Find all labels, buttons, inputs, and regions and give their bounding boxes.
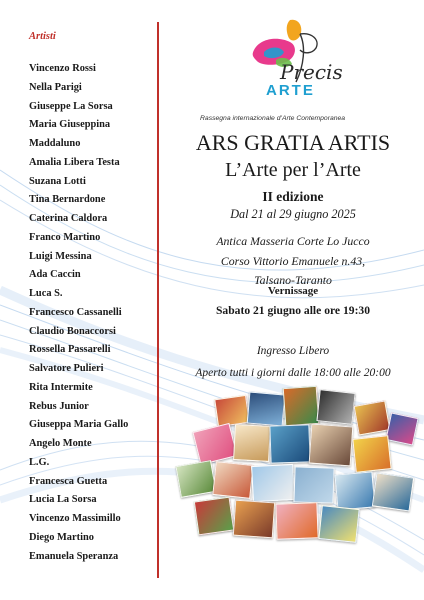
artist-name: Rebus Junior [29, 400, 89, 412]
artist-name: Suzana Lotti [29, 175, 86, 187]
artist-name: Vincenzo Massimillo [29, 513, 121, 524]
artists-heading: Artisti [29, 31, 56, 42]
artist-name: Luigi Messina [29, 250, 92, 262]
artist-name: Franco Martino [29, 231, 101, 243]
vernissage-datetime: Sabato 21 giugno alle ore 19:30 [215, 304, 371, 317]
artwork-thumbnail [354, 400, 391, 435]
artwork-thumbnail [247, 391, 286, 426]
artist-name: Francesca Guetta [29, 475, 108, 487]
artist-name: Tina Bernardone [29, 194, 106, 206]
artist-name: Giuseppe La Sorsa [29, 100, 113, 112]
event-subtitle: L’Arte per l’Arte [225, 159, 361, 181]
opening-hours: Aperto tutti i giorni dalle 18:00 alle 20:00 [195, 367, 391, 379]
artist-name: Rita Intermite [29, 381, 93, 393]
artwork-thumbnail [275, 502, 318, 539]
artist-name: Francesco Cassanelli [29, 306, 122, 318]
artist-name: Amalia Libera Testa [29, 156, 120, 168]
entry-info: Ingresso Libero [256, 345, 330, 357]
artwork-thumbnail [309, 424, 354, 467]
artwork-thumbnail [316, 389, 355, 425]
artwork-thumbnail [233, 424, 271, 462]
artwork-thumbnail [352, 435, 391, 473]
artwork-thumbnail [293, 466, 334, 503]
artist-name: Giuseppa Maria Gallo [29, 419, 129, 431]
artwork-thumbnail [212, 461, 253, 499]
venue-address: Corso Vittorio Emanuele n.43, [220, 253, 366, 268]
artist-name: Caterina Caldora [29, 213, 108, 224]
artist-name: L.G. [29, 456, 50, 468]
logo-tagline: Rassegna internazionale d’Arte Contemporanea [200, 115, 346, 122]
logo-precis-text: Precis [280, 60, 343, 84]
artwork-thumbnail [385, 412, 418, 445]
artwork-thumbnail [372, 473, 414, 512]
artist-name: Maria Giuseppina [29, 119, 111, 131]
artwork-thumbnail [335, 471, 376, 510]
artwork-thumbnail [251, 464, 295, 502]
artwork-thumbnail [283, 386, 320, 426]
red-divider-line [157, 22, 159, 578]
artist-name: Salvatore Pulieri [29, 363, 104, 374]
event-venue [168, 232, 418, 291]
venue-city: Talsano-Taranto [254, 273, 332, 287]
artwork-thumbnail [175, 460, 216, 498]
artist-list [29, 60, 154, 566]
artist-name: Nella Parigi [29, 81, 82, 93]
artwork-thumbnail [192, 423, 237, 465]
event-dates: Dal 21 al 29 giugno 2025 [230, 207, 356, 221]
logo-arte-text: ARTE [266, 82, 315, 99]
artist-name: Lucia La Sorsa [29, 494, 97, 506]
artist-name: Diego Martino [29, 531, 94, 543]
artist-name: Ada Caccin [29, 269, 81, 281]
venue-name: Antica Masseria Corte Lo Jucco [216, 234, 370, 248]
artist-name: Emanuela Speranza [29, 550, 119, 562]
artwork-thumbnail [269, 424, 310, 463]
event-edition: II edizione [262, 189, 324, 204]
artist-name: Luca S. [29, 288, 63, 299]
artist-name: Rossella Passarelli [29, 344, 111, 356]
event-title: ARS GRATIA ARTIS [195, 130, 391, 155]
artwork-thumbnail [214, 395, 250, 427]
vernissage-label: Vernissage [267, 285, 319, 297]
artwork-thumbnail [194, 497, 234, 536]
artist-name: Vincenzo Rossi [29, 63, 96, 74]
artist-name: Angelo Monte [29, 438, 92, 449]
artist-name: Maddaluno [29, 138, 81, 149]
artwork-thumbnail [233, 500, 275, 539]
artwork-collage [166, 385, 418, 545]
precis-arte-logo [246, 16, 342, 104]
artwork-thumbnail [318, 505, 359, 543]
artist-name: Claudio Bonaccorsi [29, 325, 116, 337]
